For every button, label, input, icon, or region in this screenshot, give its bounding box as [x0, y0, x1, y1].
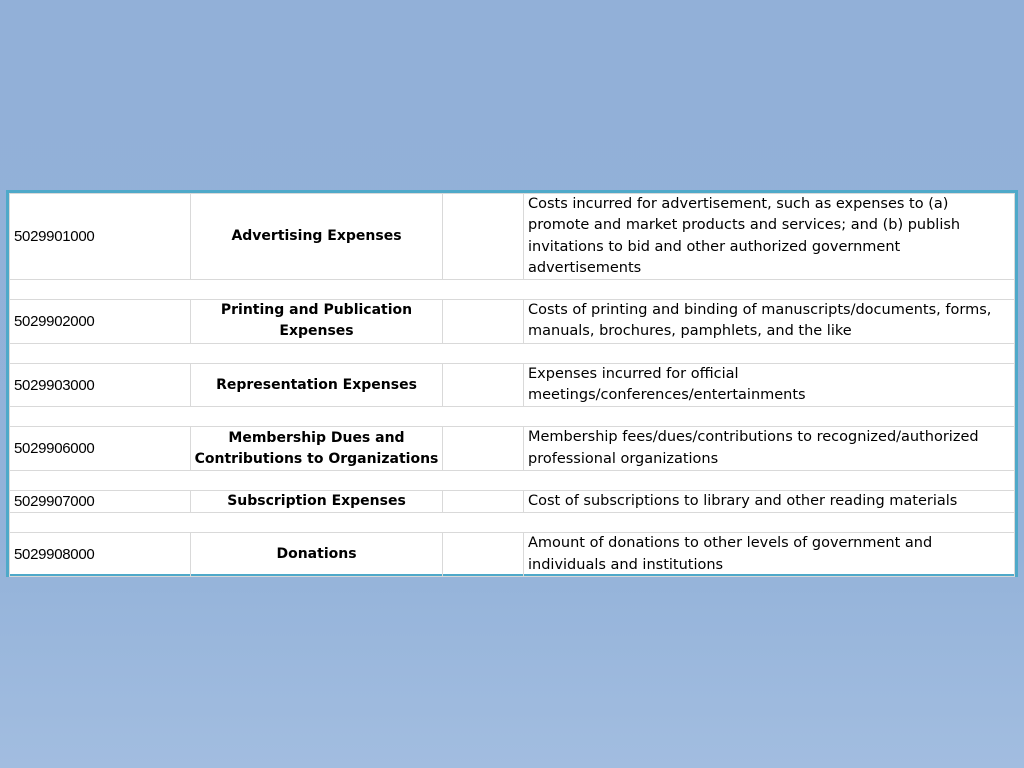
account-title: Subscription Expenses: [191, 490, 443, 512]
account-code: 5029907000: [10, 490, 191, 512]
spacer-row: [10, 280, 1015, 300]
spacer-row: [10, 513, 1015, 533]
spacer-row: [10, 470, 1015, 490]
account-codes-table-frame: [6, 190, 1018, 577]
account-description: Expenses incurred for official meetings/conferences/entertainments: [524, 363, 1015, 407]
account-title: Printing and Publication Expenses: [191, 300, 443, 344]
blank-cell: [443, 363, 524, 407]
account-title: Representation Expenses: [191, 363, 443, 407]
account-description: Cost of subscriptions to library and other reading materials: [524, 490, 1015, 512]
account-description: Amount of donations to other levels of government and individuals and institutions: [524, 533, 1015, 577]
table-row: [10, 363, 1015, 407]
account-title: Donations: [191, 533, 443, 577]
blank-cell: [443, 427, 524, 471]
spacer-row: [10, 407, 1015, 427]
spacer-row: [10, 343, 1015, 363]
blank-cell: [443, 194, 524, 280]
table-row: [10, 533, 1015, 577]
account-code: 5029908000: [10, 533, 191, 577]
account-title: Membership Dues and Contributions to Organizations: [191, 427, 443, 471]
account-code: 5029901000: [10, 194, 191, 280]
table-row: [10, 194, 1015, 280]
table-row: [10, 490, 1015, 512]
account-code: 5029903000: [10, 363, 191, 407]
blank-cell: [443, 533, 524, 577]
account-title: Advertising Expenses: [191, 194, 443, 280]
account-description: Costs incurred for advertisement, such as expenses to (a) promote and market products and services; and (b) publish invitations to bid and other authorized government advertisements: [524, 194, 1015, 280]
table-row: [10, 300, 1015, 344]
table-row: [10, 427, 1015, 471]
account-code: 5029902000: [10, 300, 191, 344]
account-description: Membership fees/dues/contributions to recognized/authorized professional organizations: [524, 427, 1015, 471]
account-description: Costs of printing and binding of manuscripts/documents, forms, manuals, brochures, pamphlets, and the like: [524, 300, 1015, 344]
blank-cell: [443, 490, 524, 512]
account-code: 5029906000: [10, 427, 191, 471]
blank-cell: [443, 300, 524, 344]
account-codes-table: [9, 193, 1015, 577]
